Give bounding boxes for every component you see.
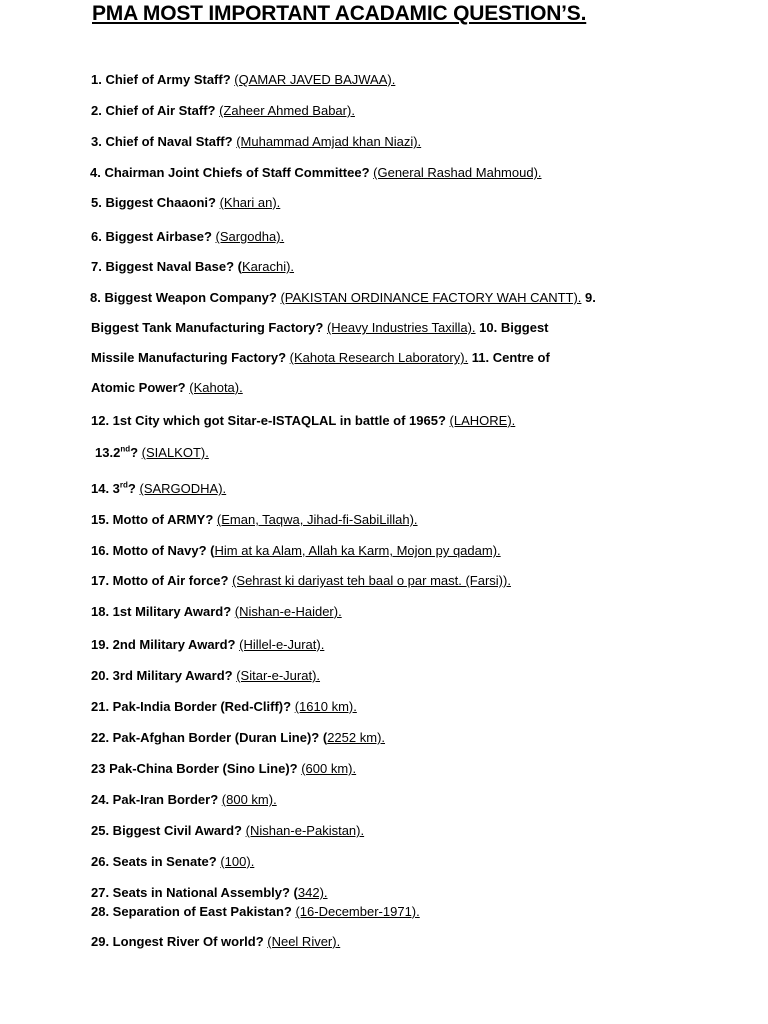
question-line — [91, 481, 226, 497]
question-text: Atomic Power? — [91, 380, 190, 395]
question-text: 23 Pak-China Border (Sino Line)? — [91, 761, 302, 776]
question-line — [91, 637, 324, 653]
answer-text: (Nishan-e-Pakistan). — [245, 823, 365, 838]
answer-text: (Zaheer Ahmed Babar). — [219, 103, 355, 118]
answer-text: Him at ka Alam, Allah ka Karm, Mojon py qadam). — [214, 543, 501, 558]
answer-text: (16-December-1971). — [295, 904, 420, 919]
question-text-continued: ? — [127, 481, 140, 496]
answer-text: (SARGODHA). — [139, 481, 227, 496]
answer-text: (Kahota Research Laboratory). — [289, 350, 469, 365]
question-line — [91, 72, 395, 88]
question-text: 7. Biggest Naval Base? ( — [91, 259, 242, 274]
answer-text: (SIALKOT). — [141, 445, 209, 460]
question-line — [91, 320, 549, 336]
question-text: 22. Pak-Afghan Border (Duran Line)? ( — [91, 730, 328, 745]
question-line — [91, 195, 280, 211]
question-line — [91, 730, 385, 746]
next-question-text: 11. Centre of — [468, 350, 550, 365]
question-text: 14. 3 — [91, 481, 120, 496]
answer-text: (Sehrast ki dariyast teh baal o par mast. (Farsi)). — [232, 573, 511, 588]
question-line — [91, 699, 357, 715]
question-text: 18. 1st Military Award? — [91, 604, 235, 619]
question-text: 8. Biggest Weapon Company? — [90, 290, 281, 305]
question-line — [91, 350, 550, 366]
answer-text: (General Rashad Mahmoud). — [373, 165, 542, 180]
question-text: 4. Chairman Joint Chiefs of Staff Committee? — [90, 165, 374, 180]
question-text: 3. Chief of Naval Staff? — [91, 134, 237, 149]
document-title: PMA MOST IMPORTANT ACADAMIC QUESTION’S. — [92, 2, 587, 25]
answer-text: (Hillel-e-Jurat). — [239, 637, 325, 652]
question-line — [91, 604, 342, 620]
question-line — [91, 934, 340, 950]
question-line — [91, 103, 355, 119]
question-text: 24. Pak-Iran Border? — [91, 792, 222, 807]
answer-text: (1610 km). — [294, 699, 357, 714]
answer-text: (Nishan-e-Haider). — [234, 604, 342, 619]
next-question-text: 9. — [581, 290, 596, 305]
question-text: 1. Chief of Army Staff? — [91, 72, 235, 87]
answer-text: (Sargodha). — [215, 229, 285, 244]
question-line — [91, 573, 511, 589]
question-text: 21. Pak-India Border (Red-Cliff)? — [91, 699, 295, 714]
question-line — [91, 543, 501, 559]
next-question-text: 10. Biggest — [475, 320, 549, 335]
answer-text: (QAMAR JAVED BAJWAA). — [234, 72, 396, 87]
question-text: 16. Motto of Navy? ( — [91, 543, 215, 558]
answer-text: (Heavy Industries Taxilla). — [326, 320, 476, 335]
answer-text: (Eman, Taqwa, Jihad-fi-SabiLillah). — [216, 512, 418, 527]
answer-text: (Sitar-e-Jurat). — [236, 668, 321, 683]
answer-text: (100). — [220, 854, 255, 869]
question-line — [91, 413, 515, 429]
question-line — [91, 380, 243, 396]
answer-text: (Khari an). — [219, 195, 281, 210]
question-text: 26. Seats in Senate? — [91, 854, 221, 869]
ordinal-suffix: nd — [120, 444, 131, 454]
question-text: 2. Chief of Air Staff? — [91, 103, 220, 118]
answer-text: 2252 km). — [327, 730, 386, 745]
question-line — [91, 134, 421, 150]
question-text: 12. 1st City which got Sitar-e-ISTAQLAL in battle of 1965? — [91, 413, 450, 428]
answer-text: (Kahota). — [189, 380, 243, 395]
question-text: 5. Biggest Chaaoni? — [91, 195, 220, 210]
question-text: 27. Seats in National Assembly? ( — [91, 885, 298, 900]
question-text: 19. 2nd Military Award? — [91, 637, 240, 652]
question-line — [91, 668, 320, 684]
question-text: 6. Biggest Airbase? — [91, 229, 216, 244]
question-line — [91, 229, 284, 245]
answer-text: (800 km). — [221, 792, 277, 807]
question-text: 13.2 — [95, 445, 121, 460]
question-text: 28. Separation of East Pakistan? — [91, 904, 296, 919]
answer-text: (600 km). — [301, 761, 357, 776]
question-text: Missile Manufacturing Factory? — [91, 350, 290, 365]
question-line — [95, 445, 209, 461]
question-text: 25. Biggest Civil Award? — [91, 823, 246, 838]
answer-text: Karachi). — [242, 259, 295, 274]
question-line — [91, 823, 364, 839]
question-line — [90, 165, 542, 181]
question-line — [91, 761, 356, 777]
question-line — [91, 854, 254, 870]
question-text: Biggest Tank Manufacturing Factory? — [91, 320, 327, 335]
question-text: 15. Motto of ARMY? — [91, 512, 217, 527]
answer-text: (Muhammad Amjad khan Niazi). — [236, 134, 422, 149]
answer-text: (Neel River). — [267, 934, 341, 949]
question-line — [91, 792, 277, 808]
question-text: 17. Motto of Air force? — [91, 573, 233, 588]
question-line — [91, 512, 418, 528]
question-text-continued: ? — [130, 445, 142, 460]
answer-text: (LAHORE). — [449, 413, 516, 428]
answer-text: 342). — [297, 885, 328, 900]
question-line — [91, 904, 420, 920]
question-line — [91, 885, 328, 901]
ordinal-suffix: rd — [119, 480, 128, 490]
answer-text: (PAKISTAN ORDINANCE FACTORY WAH CANTT). — [280, 290, 582, 305]
question-line — [90, 290, 596, 306]
question-text: 29. Longest River Of world? — [91, 934, 268, 949]
question-text: 20. 3rd Military Award? — [91, 668, 237, 683]
question-line — [91, 259, 294, 275]
